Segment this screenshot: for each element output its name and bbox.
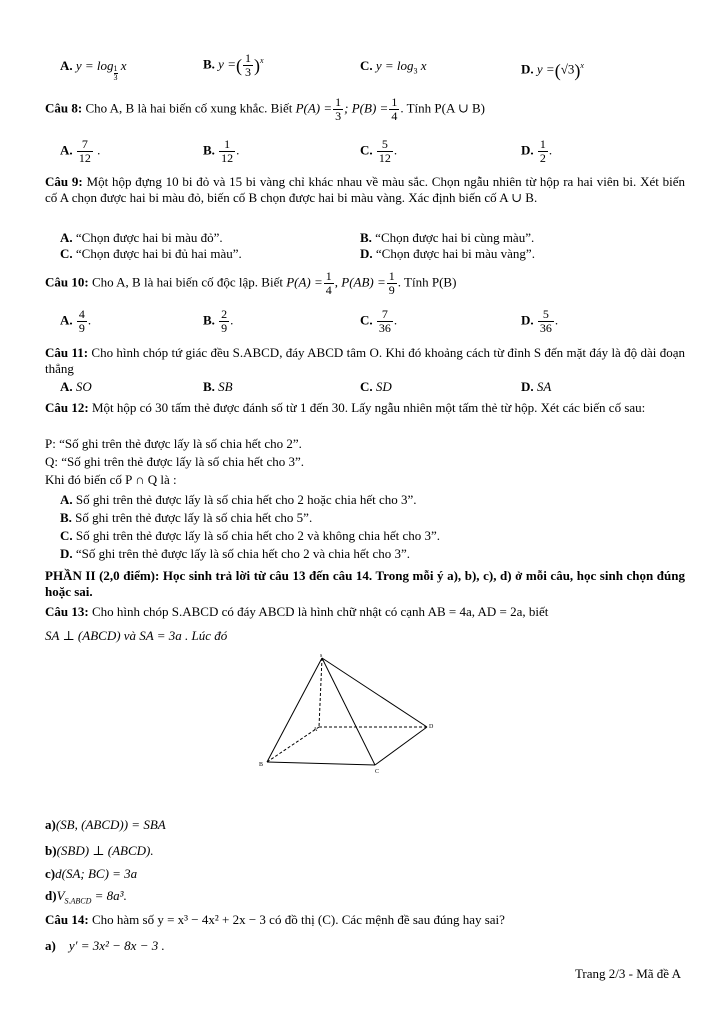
question-label: Câu 9:: [45, 174, 83, 189]
question-label: Câu 14:: [45, 912, 89, 927]
q10-option-b: B. $\frac{2}{9}$ .: [203, 307, 234, 335]
question-13: [45, 604, 685, 620]
option-expr: y = log: [75, 58, 114, 73]
q12-option-c: C. Số ghi trên thẻ được lấy là số chia hết cho 2 và không chia hết cho 3”.: [60, 528, 440, 543]
label-d: D: [429, 724, 434, 730]
q10-option-d: D. $\frac{5}{36}$ .: [521, 307, 559, 335]
option-expr: y = log: [375, 58, 414, 73]
q7-option-d: D. $y =(√3)^x$: [521, 60, 584, 81]
q14-item-a: a) y′ = 3x² − 8x − 3 .: [45, 938, 165, 953]
q11-option-d: D. SA: [521, 379, 552, 394]
q12-option-d: D. “Số ghi trên thẻ được lấy là số chia hết cho 2 và chia hết cho 3”.: [60, 546, 411, 561]
q12-option-b: B. Số ghi trên thẻ được lấy là số chia hết cho 5”.: [60, 510, 313, 525]
label-b: B: [259, 762, 264, 768]
pyramid-figure: [255, 650, 445, 775]
q10-option-c: C. $\frac{7}{36}$ .: [360, 307, 398, 335]
log-base: 3: [413, 66, 418, 76]
sqrt-expr: √3: [560, 61, 575, 77]
label-s: s: [320, 653, 323, 659]
q9-option-c: C. “Chọn được hai bi đủ hai màu”.: [60, 246, 242, 261]
q12-option-a: A. Số ghi trên thẻ được lấy là số chia hết cho 2 hoặc chia hết cho 3”.: [60, 492, 417, 507]
option-var: x: [420, 58, 427, 73]
question-9: [45, 174, 685, 206]
q8-option-a: A. $\frac{7}{12}$ .: [60, 137, 101, 165]
option-expr: y =: [536, 61, 555, 77]
log-base: $\frac{1}{3}$: [113, 64, 118, 82]
option-label: C.: [360, 58, 373, 73]
q7-option-a: [60, 58, 127, 82]
question-text: Một hộp có 30 tấm thẻ được đánh số từ 1 đến 30. Lấy ngẫu nhiên một tấm thẻ từ hộp. Xét các biến cố sau:: [91, 400, 646, 415]
prob-b: ; P(B) =: [344, 100, 389, 116]
question-label: Câu 11:: [45, 345, 89, 360]
edge-sc: [322, 658, 375, 765]
option-var: x: [120, 58, 127, 73]
q9-option-b: B. “Chọn được hai bi cùng màu”.: [360, 230, 535, 245]
question-text: Cho A, B là hai biến cố xung khắc. Biết: [85, 100, 293, 116]
q8-option-b: B. $\frac{1}{12}$ .: [203, 137, 240, 165]
q9-option-d: D. “Chọn được hai bi màu vàng”.: [360, 246, 535, 261]
question-10: Câu 10: Cho A, B là hai biến cố độc lập. Biết P(A) = $\frac{1}{4}$ , P(AB) = $\frac{1}{9}$ . Tính P(B): [45, 269, 457, 297]
question-label: Câu 12:: [45, 400, 89, 415]
fraction: $\frac{1}{3}$: [335, 95, 342, 123]
edge-sa: [319, 658, 322, 727]
option-expr: y =: [218, 56, 236, 72]
q7-option-b: B. y =( $\frac{1}{3}$ )$^x$: [203, 51, 264, 79]
q13-item-c: c)d(SA; BC) = 3a: [45, 866, 138, 881]
q9-option-a: A. “Chọn được hai bi màu đỏ”.: [60, 230, 223, 245]
q13-item-b: b)(SBD) ⊥ (ABCD).: [45, 843, 154, 858]
edge-bc: [267, 762, 375, 765]
question-14: [45, 912, 505, 928]
q8-option-d: D. $\frac{1}{2}$ .: [521, 137, 553, 165]
question-8: [45, 96, 485, 123]
question-text: Cho hình chóp S.ABCD có đáy ABCD là hình chữ nhật có cạnh AB = 4a, AD = 2a, biết: [91, 604, 549, 619]
question-text: Một hộp đựng 10 bi đỏ và 15 bi vàng chỉ khác nhau về màu sắc. Chọn ngẫu nhiên từ hộp ra hai viên bi. Xét biến cố A chọn được hai bi màu đỏ, biến cố B chọn được hai bi màu vàng. Xác định biến cố A ∪ B.: [45, 174, 686, 205]
question-label: Câu 8:: [45, 100, 83, 116]
exponent: x: [580, 61, 584, 70]
question-text: Cho hình chóp tứ giác đều S.ABCD, đáy ABCD tâm O. Khi đó khoảng cách từ đỉnh S đến mặt đáy là độ dài đoạn thẳng: [45, 345, 686, 376]
edge-cd: [375, 727, 427, 765]
fraction: $\frac{1}{4}$: [391, 95, 398, 123]
label-c: C: [375, 769, 380, 775]
question-text: Cho A, B là hai biến cố độc lập. Biết: [91, 274, 283, 290]
question-label: Câu 10:: [45, 274, 89, 290]
q12-event-p: P: “Số ghi trên thẻ được lấy là số chia hết cho 2”.: [45, 436, 302, 451]
q11-option-a: A. SO: [60, 379, 92, 394]
question-13-line2: SA ⊥ (ABCD) và SA = 3a . Lúc đó: [45, 628, 228, 643]
option-label: A.: [60, 58, 73, 73]
q13-item-d: $d)V_{S.ABCD} = 8a^3$.: [45, 888, 127, 906]
question-ask: . Tính P(A ∪ B): [400, 100, 486, 116]
q8-option-c: C. $\frac{5}{12}$ .: [360, 137, 398, 165]
option-label: B.: [203, 56, 215, 72]
q10-option-a: A. $\frac{4}{9}$ .: [60, 307, 92, 335]
option-label: D.: [521, 61, 534, 77]
edge-ab: [267, 727, 319, 762]
q7-option-c: [360, 58, 427, 80]
fraction: $\frac{1}{3}$: [244, 51, 251, 79]
edge-sd: [322, 658, 427, 727]
q11-option-b: B. SB: [203, 379, 233, 394]
question-11: [45, 345, 685, 377]
q12-event-q: Q: “Số ghi trên thẻ được lấy là số chia hết cho 3”.: [45, 454, 305, 469]
part-2-heading: PHẦN II (2,0 điểm): Học sinh trả lời từ câu 13 đến câu 14. Trong mỗi ý a), b), c), d) ở mỗi câu, học sinh chọn đúng hoặc sai.: [45, 568, 685, 599]
edge-sb: [267, 658, 322, 762]
exponent: x: [259, 56, 264, 66]
page-footer: Trang 2/3 - Mã đề A: [574, 966, 681, 981]
q11-option-c: C. SD: [360, 379, 392, 394]
question-12: [45, 400, 685, 416]
q12-ask: Khi đó biến cố P ∩ Q là :: [45, 472, 177, 487]
label-a: A: [313, 727, 318, 733]
prob-a: P(A) =: [295, 100, 333, 116]
question-text: Cho hàm số y = x³ − 4x² + 2x − 3 có đồ thị (C). Các mệnh đề sau đúng hay sai?: [91, 912, 505, 927]
q13-item-a: a)(SB, (ABCD)) = SBA: [45, 817, 166, 832]
question-label: Câu 13:: [45, 604, 89, 619]
